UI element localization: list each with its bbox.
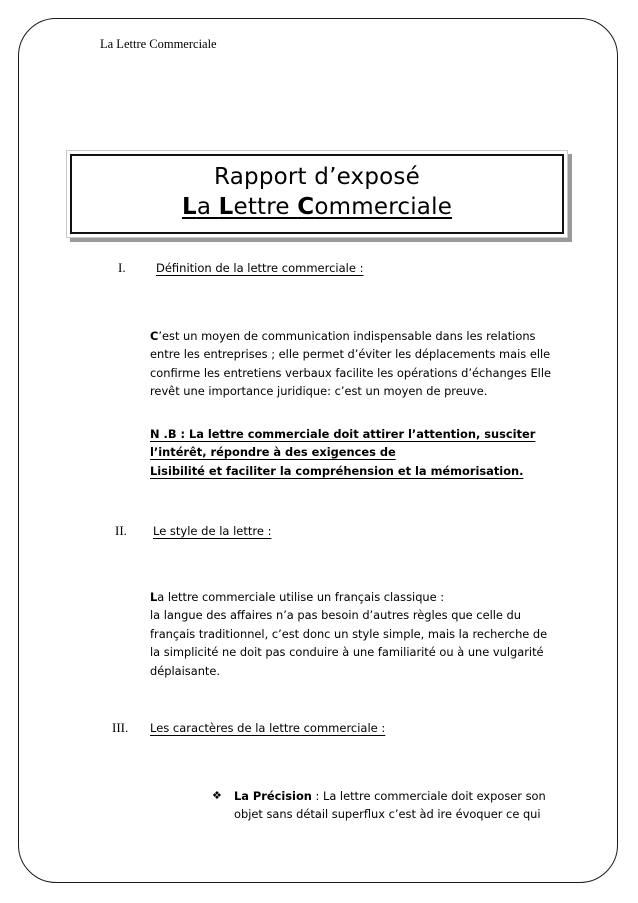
section-1-paragraph	[150, 327, 558, 401]
list-item	[212, 787, 562, 824]
section-heading-1	[118, 259, 363, 277]
title-bold-L2: L	[218, 194, 234, 220]
running-header: La Lettre Commerciale	[100, 37, 217, 51]
nota-bene-line	[150, 425, 562, 443]
section-number-1: I.	[118, 260, 126, 275]
section-title-1: Définition de la lettre commerciale :	[156, 261, 364, 275]
nota-bene-line-text: l’intérêt, répondre à des exigences de	[150, 445, 396, 460]
nota-bene-line-text: N .B : La lettre commerciale doit attirer l’attention, susciter	[150, 427, 536, 441]
list-item-content	[234, 787, 562, 824]
paragraph-1-dropcap: C	[150, 329, 159, 343]
nota-bene-line	[150, 462, 562, 480]
paragraph-1-text: ’est un moyen de communication indispensable dans les relations entre les entreprises ; elle permet d’éviter les déplacements mais elle confirme les entretiens verbaux facilite les opérations d’échanges Elle revêt une importance juridique: c’est un moyen de preuve.	[150, 329, 552, 399]
paragraph-2-line-1: a lettre commerciale utilise un français classique :	[157, 590, 445, 604]
section-1-nota-bene	[150, 425, 562, 480]
section-2-paragraph	[150, 588, 558, 680]
nota-bene-line-text: Lisibilité et faciliter la compréhension et la mémorisation.	[150, 463, 524, 478]
paragraph-2-text: la langue des affaires n’a pas besoin d’autres règles que celle du français traditionnel, c’est donc un style simple, mais la recherche de la simplicité ne doit pas conduire à une familiarité ou à une vulgarité déplaisante.	[150, 608, 548, 678]
title-bold-C: C	[297, 194, 315, 220]
section-heading-3	[112, 719, 385, 737]
report-title-line-2	[82, 192, 552, 222]
title-text-ettre: ettre	[233, 194, 298, 220]
section-title-3: Les caractères de la lettre commerciale :	[150, 721, 386, 735]
section-heading-2	[115, 522, 271, 540]
section-title-2: Le style de la lettre :	[153, 524, 272, 538]
title-text-ommerciale: ommerciale	[314, 194, 453, 220]
list-item-text: : La lettre commerciale doit exposer son objet sans détail superflux c’est àd ire évoquer ce qui	[234, 789, 546, 822]
diamond-bullet-icon: ❖	[212, 789, 222, 802]
title-bold-L1: L	[181, 194, 197, 220]
title-box-outer-border	[66, 150, 568, 238]
title-box	[66, 150, 568, 238]
title-text-a: a	[196, 194, 219, 220]
section-number-2: II.	[115, 523, 127, 538]
nota-bene-line	[150, 443, 562, 461]
section-number-3: III.	[112, 720, 129, 735]
paragraph-2-dropcap: L	[150, 590, 158, 604]
report-title-line-1: Rapport d’exposé	[214, 164, 420, 190]
list-item-term: La Précision	[234, 789, 312, 803]
title-box-inner-border	[70, 154, 564, 234]
